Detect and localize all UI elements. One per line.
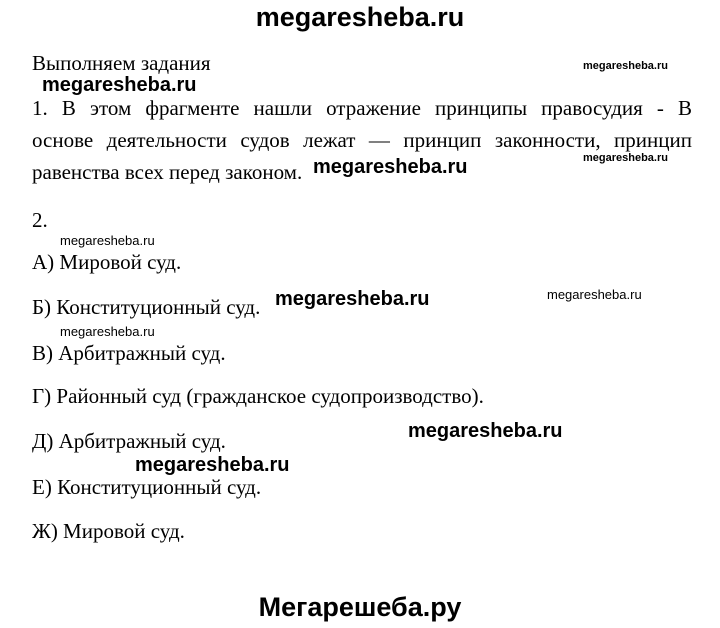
answer-item: Е) Конституционный суд.: [32, 475, 262, 499]
footer-title: Мегарешеба.ру: [258, 592, 462, 622]
answer-item: Д) Арбитражный суд.: [32, 429, 226, 453]
answer-item: Б) Конституционный суд.: [32, 295, 261, 319]
watermark: megaresheba.ru: [583, 60, 668, 72]
watermark: megaresheba.ru: [60, 324, 155, 339]
task-1-line: основе деятельности судов лежат — принцип законности, принцип: [32, 128, 692, 152]
answer-item: Г) Районный суд (гражданское судопроизводство).: [32, 384, 484, 408]
answer-item: В) Арбитражный суд.: [32, 341, 226, 365]
task-1-line: равенства всех перед законом.: [32, 160, 303, 184]
task-1-line: 1. В этом фрагменте нашли отражение принципы правосудия - В: [32, 96, 692, 120]
watermark: megaresheba.ru: [408, 420, 563, 442]
watermark: megaresheba.ru: [135, 454, 290, 476]
answer-item: А) Мировой суд.: [32, 250, 182, 274]
watermark: megaresheba.ru: [583, 152, 668, 164]
watermark: megaresheba.ru: [275, 288, 430, 310]
watermark: megaresheba.ru: [60, 233, 155, 248]
task-2-number: 2.: [32, 208, 48, 232]
watermark: megaresheba.ru: [313, 156, 468, 178]
watermark: megaresheba.ru: [42, 74, 197, 96]
site-title: megaresheba.ru: [255, 2, 465, 32]
section-heading: Выполняем задания: [32, 51, 211, 75]
watermark: megaresheba.ru: [547, 287, 642, 302]
answer-item: Ж) Мировой суд.: [32, 519, 185, 543]
